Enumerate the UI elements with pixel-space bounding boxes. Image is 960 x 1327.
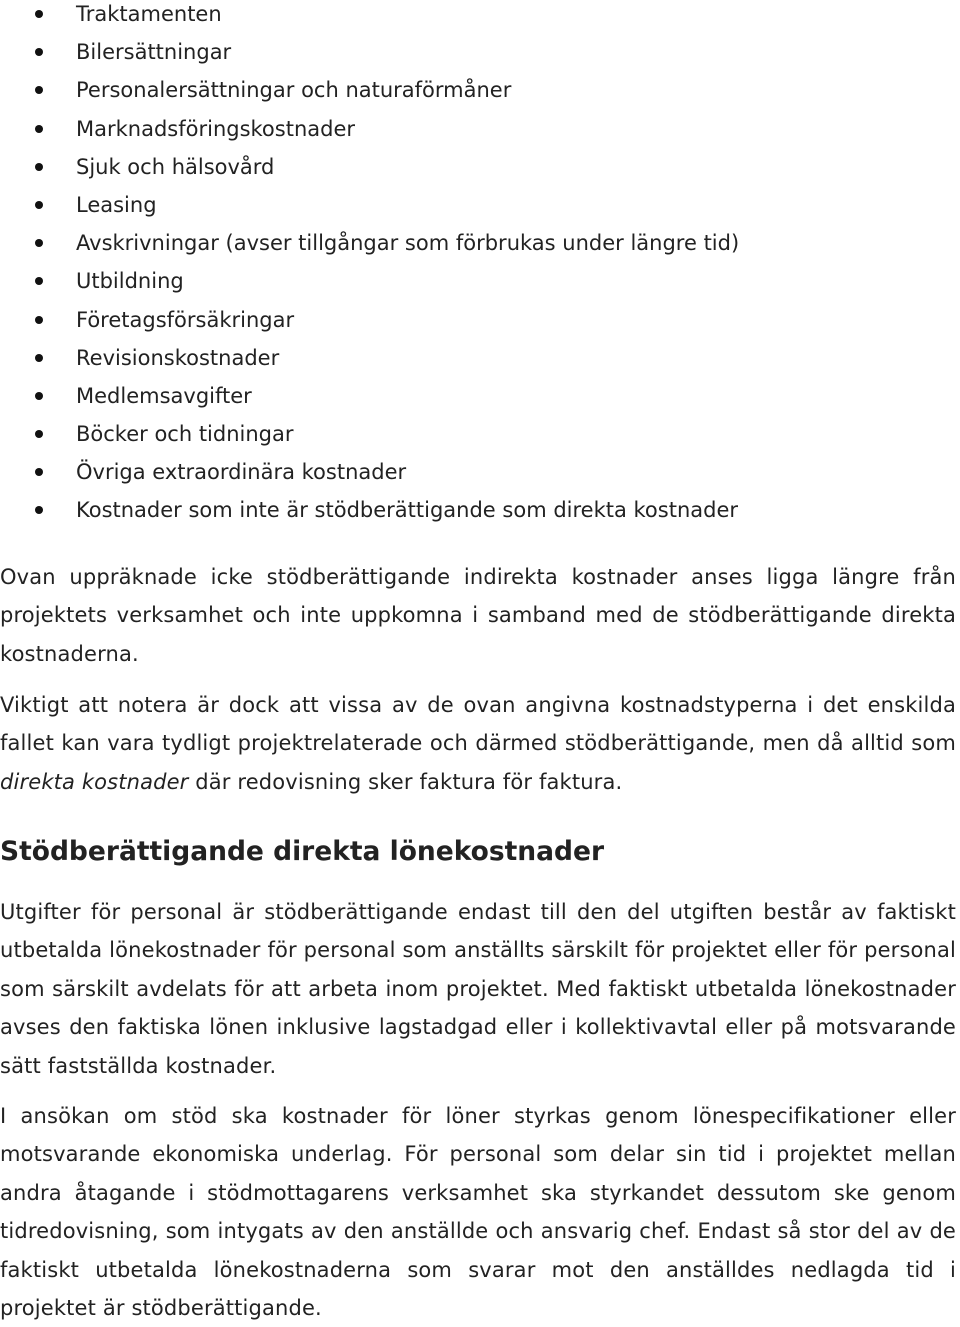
list-item	[0, 229, 960, 267]
section-heading: Stödberättigande direkta lönekostnader	[0, 836, 605, 867]
list-item	[0, 115, 960, 153]
bullet-dot-icon	[35, 316, 43, 324]
list-item-text: Böcker och tidningar	[76, 422, 294, 447]
list-item-text: Övriga extraordinära kostnader	[76, 460, 407, 485]
bullet-dot-icon	[35, 239, 43, 247]
list-item	[0, 153, 960, 191]
list-item	[0, 267, 960, 305]
list-item	[0, 458, 960, 496]
bullet-dot-icon	[35, 163, 43, 171]
list-item	[0, 191, 960, 229]
bullet-dot-icon	[35, 468, 43, 476]
list-item-text: Traktamenten	[76, 2, 222, 26]
salary-documentation-paragraph: I ansökan om stöd ska kostnader för löner styrkas genom lönespecifikationer eller motsvarande ekonomiska underlag. För personal som delar sin tid i projektet mellan andra åtagande i stödmottagarens verksamhet ska styrkandet dessutom ske genom tidredovisning, som intygats av den anställde och ansvarig chef. Endast så stor del av de faktiskt utbetalda lönekostnaderna som svarar mot den anställdes nedlagda tid i projektet är stödberättigande.	[0, 1104, 956, 1321]
bullet-dot-icon	[35, 354, 43, 362]
list-item	[0, 496, 960, 534]
bullet-dot-icon	[35, 506, 43, 514]
bullet-dot-icon	[35, 86, 43, 94]
list-item	[0, 420, 960, 458]
list-item-text: Företagsförsäkringar	[76, 307, 295, 332]
bullet-dot-icon	[35, 430, 43, 438]
list-item-text: Bilersättningar	[76, 40, 232, 65]
list-item-text: Personalersättningar och naturaförmåner	[76, 78, 512, 103]
list-item-text: Revisionskostnader	[76, 345, 280, 370]
note-text-before: Viktigt att notera är dock att vissa av de ovan angivna kostnadstyperna i det enskilda fallet kan vara tydligt projektrelaterade och därmed stödberättigande, men då alltid som	[0, 693, 956, 756]
bullet-dot-icon	[35, 277, 43, 285]
list-item	[0, 306, 960, 344]
bullet-dot-icon	[35, 201, 43, 209]
personnel-costs-paragraph: Utgifter för personal är stödberättigande endast till den del utgiften består av faktiskt utbetalda lönekostnader för personal som anställts särskilt för projektet eller för personal som särskilt avdelats för att arbeta inom projektet. Med faktiskt utbetalda lönekostnader avses den faktiska lönen inklusive lagstadgad eller i kollektivavtal eller på motsvarande sätt fastställda kostnader.	[0, 900, 956, 1078]
note-text-after: där redovisning sker faktura för faktura.	[188, 769, 623, 794]
cost-type-bullet-list	[0, 0, 960, 535]
list-item	[0, 38, 960, 76]
list-item-text: Utbildning	[76, 269, 184, 294]
indirect-costs-paragraph: Ovan uppräknade icke stödberättigande indirekta kostnader anses ligga längre från projektets verksamhet och inte uppkomna i samband med de stödberättigande direkta kostnaderna.	[0, 565, 956, 666]
list-item-text: Sjuk och hälsovård	[76, 154, 275, 179]
list-item-text: Kostnader som inte är stödberättigande som direkta kostnader	[76, 498, 739, 523]
list-item-text: Medlemsavgifter	[76, 383, 252, 408]
list-item-text: Leasing	[76, 192, 157, 217]
list-item	[0, 0, 960, 38]
bullet-dot-icon	[35, 125, 43, 133]
bullet-dot-icon	[35, 10, 43, 18]
list-item	[0, 344, 960, 382]
bullet-dot-icon	[35, 48, 43, 56]
bullet-dot-icon	[35, 392, 43, 400]
list-item-text: Marknadsföringskostnader	[76, 116, 356, 141]
list-item	[0, 76, 960, 114]
list-item	[0, 382, 960, 420]
list-item-text: Avskrivningar (avser tillgångar som förbrukas under längre tid)	[76, 231, 740, 256]
direct-costs-note-paragraph	[0, 686, 956, 801]
note-emphasis: direkta kostnader	[0, 769, 189, 794]
